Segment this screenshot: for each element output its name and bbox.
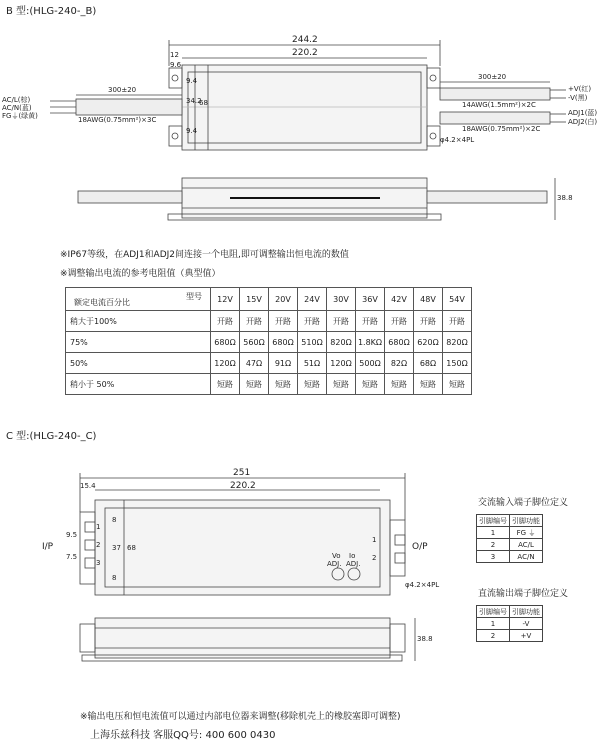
cell: 680Ω [211,332,240,353]
cell: 68Ω [414,353,443,374]
ac-header-func: 引脚功能 [510,515,543,527]
cell: 短路 [269,374,298,395]
c-output-pin-2: 2 [372,554,377,562]
cell: 82Ω [385,353,414,374]
c-dim-offset: 15.4 [80,482,96,490]
b-top-body [182,65,427,150]
cell: 120Ω [327,353,356,374]
b-input-label-l: AC/L(棕) [2,96,31,104]
c-input-block [80,512,95,584]
ac-table-title: 交流输入端子脚位定义 [478,498,569,508]
io-label: Io [349,552,356,560]
row-label: 75% [66,332,211,353]
table-row [477,527,543,539]
dc-pin-table [476,605,543,642]
model-48v: 48V [414,288,443,311]
row-label: 稍大于100% [66,311,211,332]
section-b-title: B 型:(HLG-240-_B) [6,6,97,17]
cell: 120Ω [211,353,240,374]
cell: 1 [477,527,510,539]
row-label: 50% [66,353,211,374]
cell: 开路 [298,311,327,332]
cell: 2 [477,630,510,642]
b-output-label-nv: -V(黑) [568,94,588,102]
b-mount-hole: φ4.2×4PL [440,136,475,144]
model-30v: 30V [327,288,356,311]
b-tab-top-left [169,68,182,88]
dc-header-func: 引脚功能 [510,606,543,618]
c-output-pin-1: 1 [372,536,377,544]
b-input-label-n: AC/N(蓝) [2,104,32,112]
b-dim-height-left: 34.2 [186,97,202,105]
cell: 短路 [211,374,240,395]
b-output-spec-adj: 18AWG(0.75mm²)×2C [462,125,541,133]
b-output-length: 300±20 [478,73,507,81]
table-corner-cell [66,288,211,311]
table-row [477,539,543,551]
cell: 620Ω [414,332,443,353]
cell: +V [510,630,543,642]
cell: 1.8KΩ [356,332,385,353]
b-output-label-adj1: ADJ1(蓝) [568,109,598,117]
cell: 开路 [211,311,240,332]
cell: -V [510,618,543,630]
c-side-body [95,618,390,658]
cell: 820Ω [327,332,356,353]
cell: 560Ω [240,332,269,353]
header-model: 型号 [186,292,202,301]
cell: 开路 [414,311,443,332]
cell: 短路 [298,374,327,395]
c-dim-hd: 8 [112,574,117,582]
b-output-label-pv: +V(红) [568,85,592,93]
c-ip-label: I/P [42,542,54,552]
b-note-resistor: ※调整输出电流的参考电阻值（典型值） [60,269,221,279]
model-42v: 42V [385,288,414,311]
c-note-adjust: ※输出电压和恒电流值可以通过内部电位器来调整(移除机壳上的橡胶塞即可调整) [80,712,401,722]
cell: 47Ω [240,353,269,374]
cell: 510Ω [298,332,327,353]
model-24v: 24V [298,288,327,311]
c-input-pin-1: 1 [96,523,101,531]
table-row [477,630,543,642]
b-input-cable [76,99,182,115]
c-input-pin-3: 3 [96,559,101,567]
c-dim-body: 220.2 [230,481,256,491]
header-percent: 额定电流百分比 [74,298,130,307]
c-top-body [95,500,390,595]
cell: 开路 [356,311,385,332]
ac-pin-table [476,514,543,563]
cell: 开路 [240,311,269,332]
c-dim-hb: 37 [112,544,121,552]
c-pin-pitch2: 7.5 [66,553,78,561]
ac-header-pin: 引脚编号 [477,515,510,527]
cell: 1 [477,618,510,630]
cell: 680Ω [269,332,298,353]
b-dim-tab-bottom: 9.4 [186,127,198,135]
c-input-pin-2: 2 [96,541,101,549]
table-row [66,311,472,332]
table-row [66,353,472,374]
cell: 150Ω [443,353,472,374]
c-dim-side-height: 38.8 [417,635,433,643]
c-pin-pitch1: 9.5 [66,531,78,539]
b-input-label-fg: FG⏚(绿黄) [2,112,38,120]
table-row [66,332,472,353]
b-dim-height-total: 68 [199,99,208,107]
cell: 开路 [269,311,298,332]
cell: 短路 [385,374,414,395]
table-header-row [66,288,472,311]
c-dim-hc: 68 [127,544,136,552]
cell: 开路 [443,311,472,332]
c-op-label: O/P [412,542,428,552]
cell: 51Ω [298,353,327,374]
cell: 820Ω [443,332,472,353]
vo-label: Vo [332,552,341,560]
footer-contact: 上海乐兹科技 客服QQ号: 400 600 0430 [90,730,276,741]
resistor-table [65,287,472,395]
dc-header-pin: 引脚编号 [477,606,510,618]
table-row [477,618,543,630]
cell: 短路 [240,374,269,395]
table-row [66,374,472,395]
cell: 2 [477,539,510,551]
cell: 680Ω [385,332,414,353]
b-dim-overall: 244.2 [292,35,318,45]
c-output-block [390,520,405,576]
model-54v: 54V [443,288,472,311]
dc-table-title: 直流输出端子脚位定义 [478,589,569,599]
b-dim-tab-top: 9.4 [186,77,198,85]
row-label: 稍小于 50% [66,374,211,395]
cell: AC/L [510,539,543,551]
section-c-title: C 型:(HLG-240-_C) [6,431,97,442]
model-20v: 20V [269,288,298,311]
b-output-label-adj2: ADJ2(白) [568,118,598,126]
cell: 短路 [356,374,385,395]
model-15v: 15V [240,288,269,311]
b-tab-bottom-left [169,126,182,146]
cell: FG ⏚ [510,527,543,539]
b-note-ip67: ※IP67等级，在ADJ1和ADJ2间连接一个电阻,即可调整输出恒电流的数值 [60,250,349,260]
cell: 91Ω [269,353,298,374]
b-dim-offset2: 9.6 [170,61,182,69]
b-dim-side-height: 38.8 [557,194,573,202]
c-dim-ha: 8 [112,516,117,524]
cell: 开路 [385,311,414,332]
cell: 开路 [327,311,356,332]
c-dim-overall: 251 [233,468,251,478]
model-36v: 36V [356,288,385,311]
cell: 3 [477,551,510,563]
b-dim-offset: 12 [170,51,179,59]
table-row [477,551,543,563]
b-output-spec-main: 14AWG(1.5mm²)×2C [462,101,536,109]
io-adj-label: ADJ. [346,560,361,568]
b-dim-body: 220.2 [292,48,318,58]
vo-adj-label: ADJ. [327,560,342,568]
cell: 短路 [414,374,443,395]
b-input-length: 300±20 [108,86,137,94]
c-mount-hole: φ4.2×4PL [405,581,440,589]
cell: 短路 [443,374,472,395]
b-input-spec: 18AWG(0.75mm²)×3C [78,116,157,124]
cell: AC/N [510,551,543,563]
model-12v: 12V [211,288,240,311]
cell: 短路 [327,374,356,395]
cell: 500Ω [356,353,385,374]
